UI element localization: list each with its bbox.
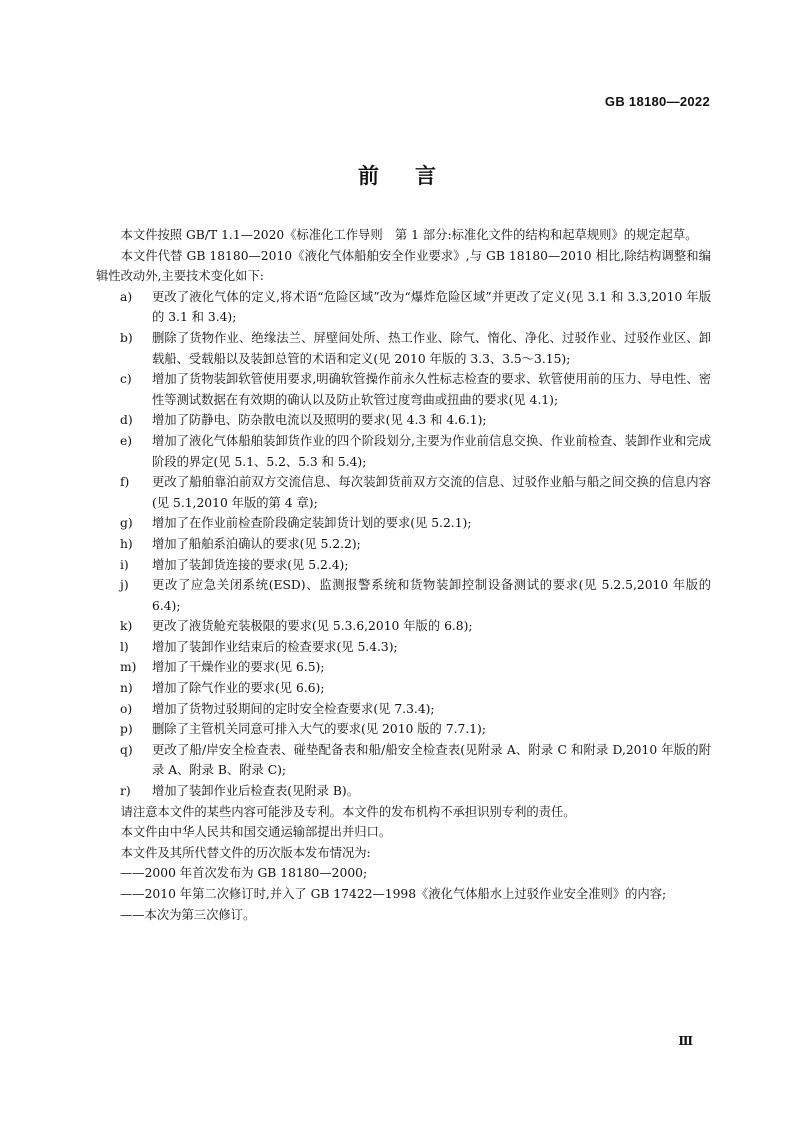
- change-item-text: 增加了装卸货连接的要求(见 5.2.4);: [152, 557, 349, 572]
- change-item: [96, 781, 711, 802]
- history-item: ——2000 年首次发布为 GB 18180—2000;: [120, 866, 368, 881]
- change-item-text: 增加了防静电、防杂散电流以及照明的要求(见 4.3 和 4.6.1);: [152, 413, 487, 428]
- change-item-text: 更改了船舶靠泊前双方交流信息、每次装卸货前双方交流的信息、过驳作业船与船之间交换的信息内容(见 5.1,2010 年版的第 4 章);: [152, 475, 711, 510]
- page-number: Ⅲ: [678, 1034, 693, 1048]
- standard-number: GB 18180—2022: [604, 94, 710, 109]
- change-item: [96, 369, 711, 410]
- change-item-label: j): [120, 578, 129, 593]
- change-item-label: o): [120, 701, 133, 716]
- change-item-text: 增加了干燥作业的要求(见 6.5);: [152, 660, 325, 675]
- change-item-label: h): [120, 536, 133, 551]
- change-item-text: 增加了货物过驳期间的定时安全检查要求(见 7.3.4);: [152, 701, 435, 716]
- change-item-label: c): [120, 372, 132, 387]
- change-item-label: g): [120, 516, 133, 531]
- change-item-text: 增加了货物装卸软管使用要求,明确软管操作前永久性标志检查的要求、软管使用前的压力、导电性、密性等测试数据在有效期的确认以及防止软管过度弯曲或扭曲的要求(见 4.1);: [152, 372, 711, 407]
- closing-paragraph: 请注意本文件的某些内容可能涉及专利。本文件的发布机构不承担识别专利的责任。: [120, 804, 576, 819]
- change-item: [96, 575, 711, 616]
- change-item-text: 更改了液货舱充装极限的要求(见 5.3.6,2010 年版的 6.8);: [152, 619, 473, 634]
- foreword-body: [96, 225, 711, 925]
- change-item: [96, 534, 711, 555]
- change-item: [96, 472, 711, 513]
- change-item: [96, 637, 711, 658]
- change-item-text: 增加了在作业前检查阶段确定装卸货计划的要求(见 5.2.1);: [152, 516, 472, 531]
- change-item: [96, 657, 711, 678]
- change-item-text: 更改了液化气体的定义,将术语“危险区域”改为“爆炸危险区域”并更改了定义(见 3.1 和 3.3,2010 年版的 3.1 和 3.4);: [152, 289, 711, 325]
- change-item-label: e): [120, 433, 133, 448]
- change-item-label: a): [120, 289, 133, 304]
- change-item: [96, 328, 711, 369]
- change-item: [96, 287, 711, 328]
- change-item-text: 增加了船舶系泊确认的要求(见 5.2.2);: [152, 536, 361, 551]
- closing-paragraph: 本文件由中华人民共和国交通运输部提出并归口。: [120, 825, 392, 840]
- change-item-text: 增加了液化气体船舶装卸货作业的四个阶段划分,主要为作业前信息交换、作业前检查、装卸作业和完成阶段的界定(见 5.1、5.2、5.3 和 5.4);: [152, 433, 711, 469]
- change-item-label: l): [120, 639, 129, 654]
- change-item-label: q): [120, 742, 133, 757]
- change-item: [96, 678, 711, 699]
- change-item: [96, 555, 711, 576]
- change-item-text: 更改了应急关闭系统(ESD)、监测报警系统和货物装卸控制设备测试的要求(见 5.2.5,2010 年版的 6.4);: [152, 578, 711, 613]
- page-title: 前言: [358, 164, 472, 188]
- change-item: [96, 719, 711, 740]
- change-item: [96, 513, 711, 534]
- change-item-label: p): [120, 722, 133, 737]
- change-item-label: k): [120, 619, 133, 634]
- changes-list: [96, 287, 711, 802]
- change-item-text: 删除了货物作业、绝缘法兰、屏壁间处所、热工作业、除气、惰化、净化、过驳作业、过驳作业区、卸载船、受载船以及装卸总管的术语和定义(见 2010 年版的 3.3、3.5～3.15);: [152, 330, 711, 366]
- change-item: [96, 699, 711, 720]
- change-item: [96, 616, 711, 637]
- change-item: [96, 410, 711, 431]
- change-item-text: 增加了装卸作业结束后的检查要求(见 5.4.3);: [152, 639, 398, 654]
- change-item-text: 增加了除气作业的要求(见 6.6);: [152, 681, 325, 696]
- change-item-label: m): [120, 660, 137, 675]
- change-item-label: i): [120, 557, 129, 572]
- change-item-text: 更改了船/岸安全检查表、碰垫配备表和船/船安全检查表(见附录 A、附录 C 和附录 D,2010 年版的附录 A、附录 B、附录 C);: [152, 742, 711, 778]
- change-item-label: d): [120, 413, 133, 428]
- change-item-label: r): [120, 784, 131, 799]
- change-item: [96, 740, 711, 781]
- intro-paragraph: 本文件代替 GB 18180—2010《液化气体船舶安全作业要求》,与 GB 18180—2010 相比,除结构调整和编辑性改动外,主要技术变化如下:: [96, 248, 711, 284]
- change-item-text: 增加了装卸作业后检查表(见附录 B)。: [152, 784, 359, 799]
- closing-paragraph: 本文件及其所代替文件的历次版本发布情况为:: [120, 845, 371, 860]
- change-item: [96, 431, 711, 472]
- change-item-label: f): [120, 475, 130, 490]
- history-item: ——2010 年第二次修订时,并入了 GB 17422—1998《液化气体船水上过驳作业安全准则》的内容;: [120, 887, 667, 901]
- history-item: ——本次为第三次修订。: [120, 907, 256, 922]
- change-item-label: n): [120, 681, 133, 696]
- intro-paragraph: 本文件按照 GB/T 1.1—2020《标准化工作导则 第 1 部分:标准化文件的结构和起草规则》的规定起草。: [120, 228, 698, 242]
- change-item-text: 删除了主管机关同意可排入大气的要求(见 2010 版的 7.7.1);: [152, 722, 486, 737]
- change-item-label: b): [120, 330, 133, 345]
